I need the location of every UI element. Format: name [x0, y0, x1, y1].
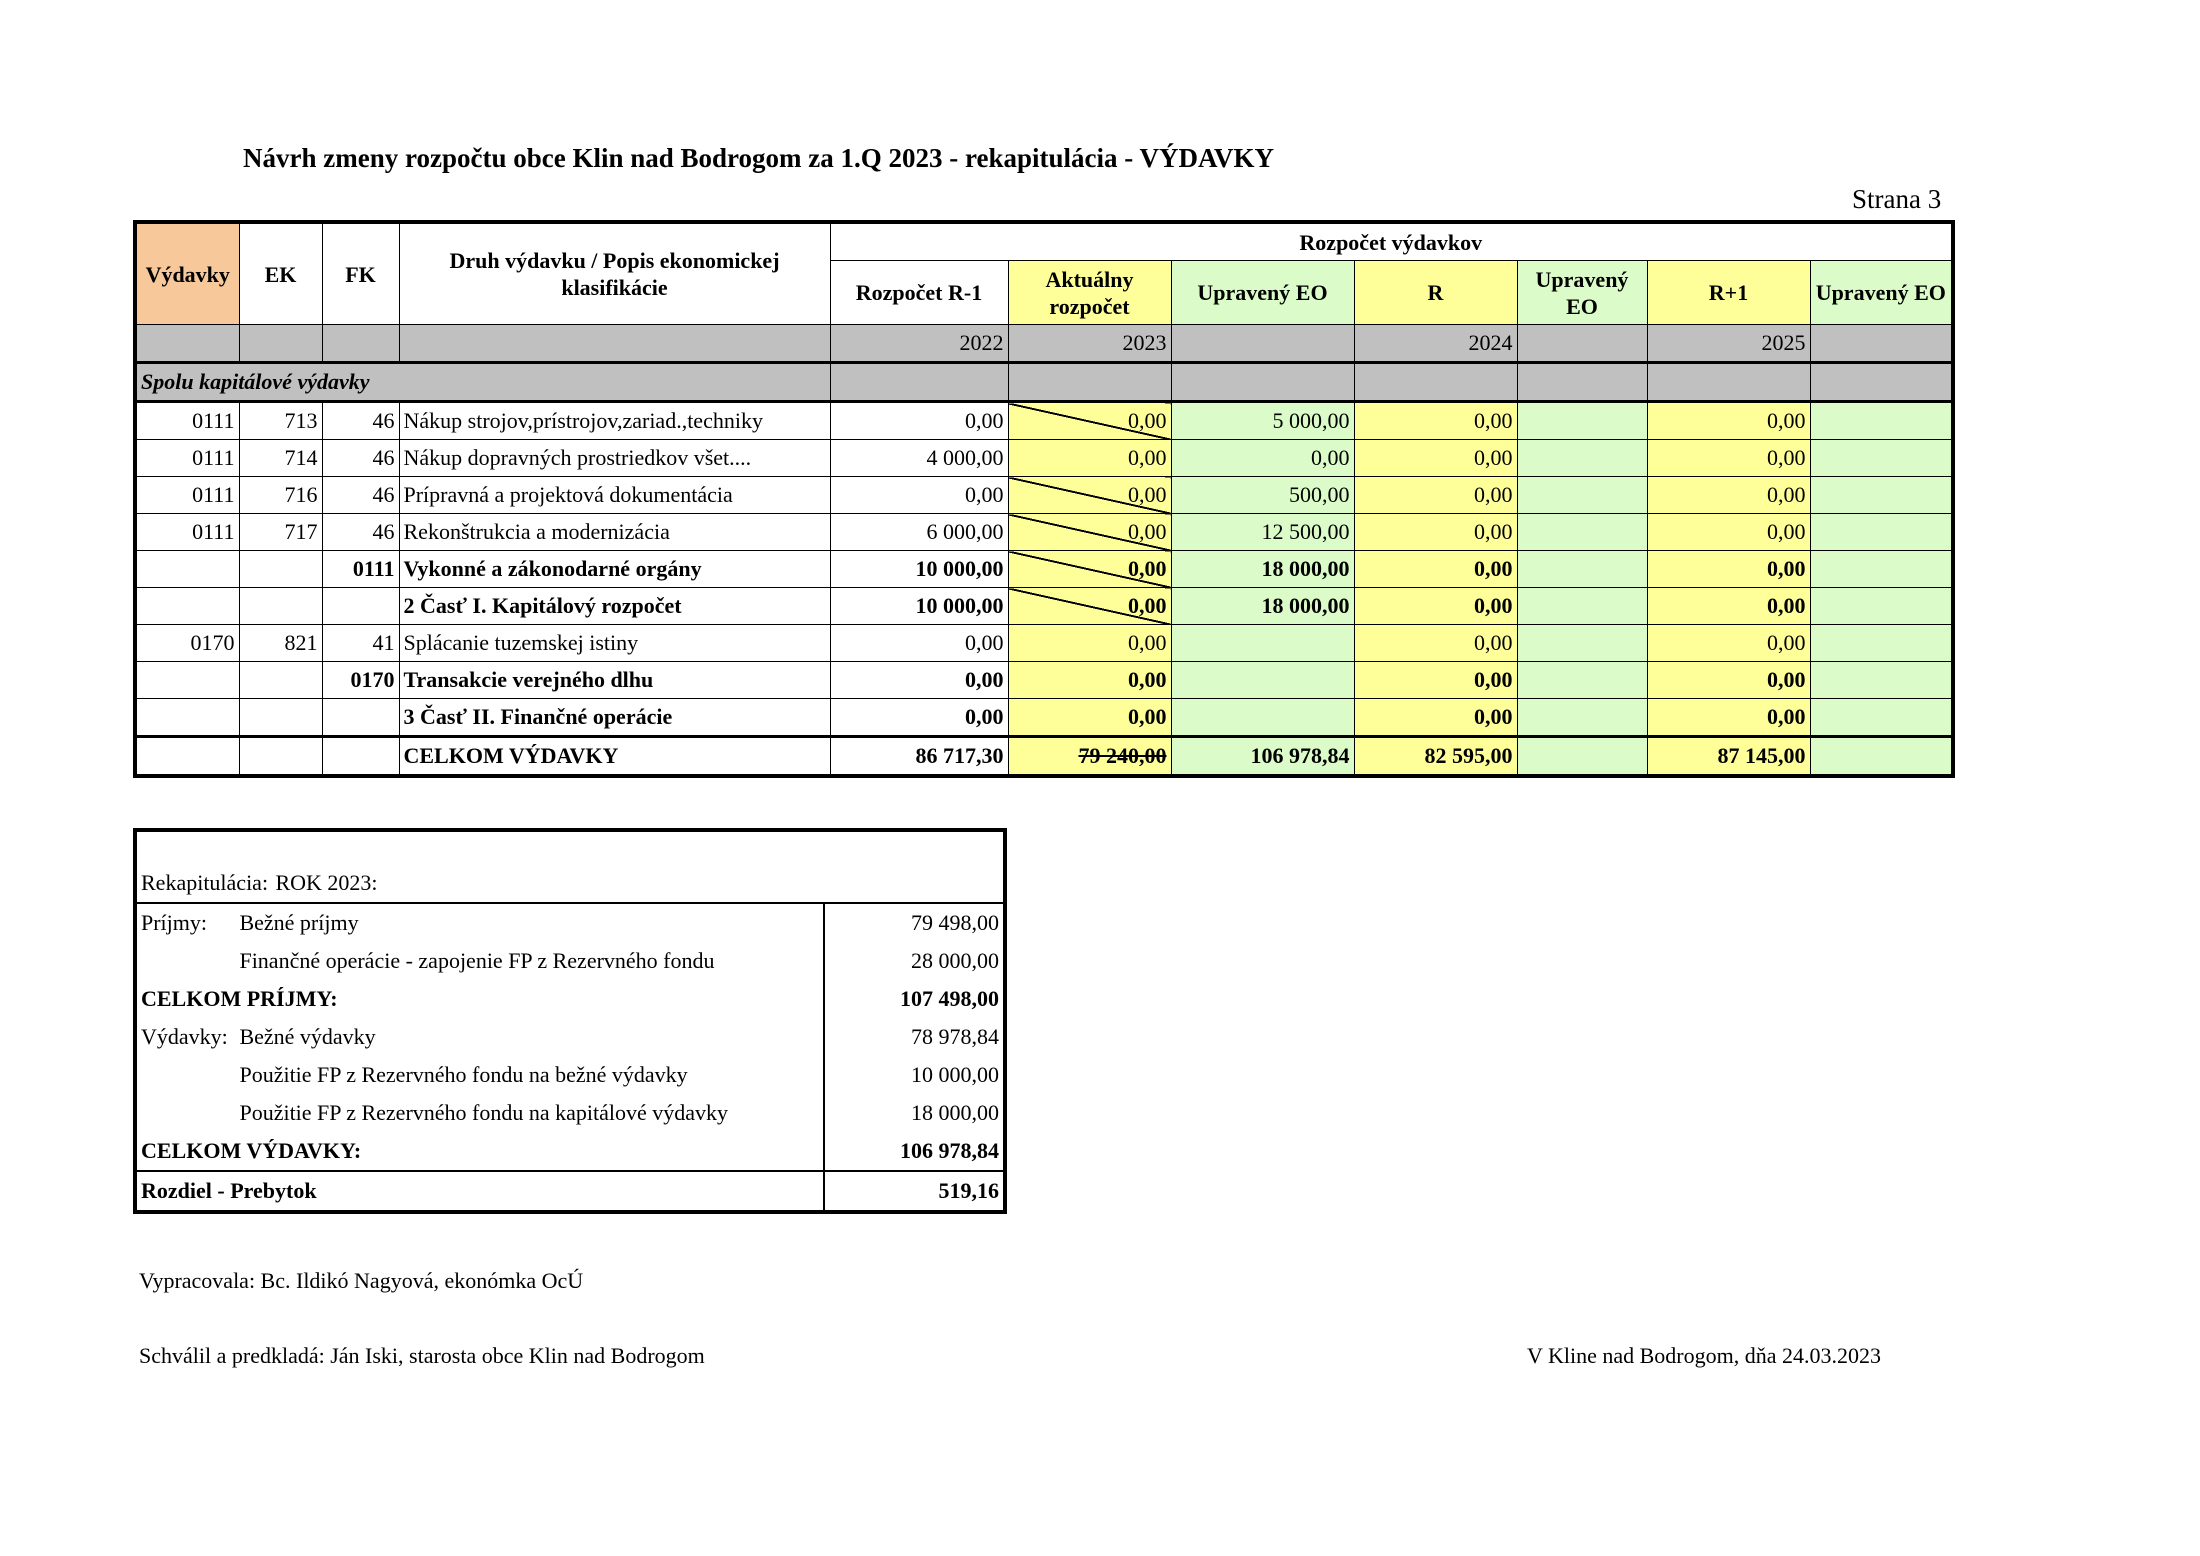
header-vydavky: Výdavky	[135, 222, 239, 325]
cell-r-minus-1: 0,00	[830, 477, 1008, 514]
cell-r: 0,00	[1354, 551, 1517, 588]
footer-prepared: Vypracovala: Bc. Ildikó Nagyová, ekonómka OcÚ	[139, 1268, 584, 1293]
cell-r-minus-1: 0,00	[830, 662, 1008, 699]
cell-upraveny-eo-3	[1810, 625, 1953, 662]
cell-upraveny-eo-1	[1171, 662, 1354, 699]
recap-rozdiel-value: 519,16	[824, 1171, 1005, 1212]
cell-aktualny: 0,00	[1008, 588, 1171, 625]
cell-r-plus-1: 0,00	[1647, 514, 1810, 551]
cell-r: 82 595,00	[1354, 737, 1517, 777]
header-upraveny-eo-3: Upravený EO	[1810, 261, 1953, 325]
cell-upraveny-eo-1: 500,00	[1171, 477, 1354, 514]
cell-r: 0,00	[1354, 440, 1517, 477]
header-r-minus-1: Rozpočet R-1	[830, 261, 1008, 325]
cell-upraveny-eo-3	[1810, 514, 1953, 551]
cell-fk: 46	[322, 402, 399, 440]
cell-vydavky: 0170	[135, 625, 239, 662]
cell-upraveny-eo-1: 106 978,84	[1171, 737, 1354, 777]
recap-fp-bezne-value: 10 000,00	[824, 1056, 1005, 1094]
cell-vydavky: 0111	[135, 402, 239, 440]
cell-description: Splácanie tuzemskej istiny	[399, 625, 830, 662]
table-row	[135, 737, 1953, 777]
recap-table	[133, 828, 1007, 1214]
cell-vydavky	[135, 588, 239, 625]
recap-fp-kap-value: 18 000,00	[824, 1094, 1005, 1132]
header-ek: EK	[239, 222, 322, 325]
recap-rozdiel: Rozdiel - Prebytok	[135, 1171, 824, 1212]
cell-r-minus-1: 0,00	[830, 402, 1008, 440]
cell-vydavky: 0111	[135, 514, 239, 551]
cell-upraveny-eo-2	[1517, 662, 1647, 699]
footer-place-date: V Kline nad Bodrogom, dňa 24.03.2023	[1527, 1343, 1882, 1368]
table-row	[135, 551, 1953, 588]
cell-upraveny-eo-3	[1810, 699, 1953, 737]
cell-aktualny: 0,00	[1008, 477, 1171, 514]
cell-vydavky	[135, 551, 239, 588]
year-r: 2024	[1354, 325, 1517, 363]
cell-upraveny-eo-2	[1517, 440, 1647, 477]
cell-fk: 46	[322, 477, 399, 514]
cell-upraveny-eo-2	[1517, 551, 1647, 588]
table-row	[135, 699, 1953, 737]
page-number: Strana 3	[1852, 184, 1942, 214]
header-druh: Druh výdavku / Popis ekonomickej klasifikácie	[399, 222, 830, 325]
cell-upraveny-eo-3	[1810, 551, 1953, 588]
cell-aktualny: 0,00	[1008, 514, 1171, 551]
year-aktualny: 2023	[1008, 325, 1171, 363]
recap-year: ROK 2023:	[275, 870, 378, 895]
cell-r-plus-1: 87 145,00	[1647, 737, 1810, 777]
cell-upraveny-eo-3	[1810, 737, 1953, 777]
cell-r: 0,00	[1354, 514, 1517, 551]
cell-ek	[239, 662, 322, 699]
cell-r: 0,00	[1354, 402, 1517, 440]
cell-r-minus-1: 6 000,00	[830, 514, 1008, 551]
cell-ek	[239, 588, 322, 625]
cell-r-plus-1: 0,00	[1647, 662, 1810, 699]
cell-vydavky: 0111	[135, 440, 239, 477]
cell-r-minus-1: 10 000,00	[830, 551, 1008, 588]
cell-upraveny-eo-2	[1517, 588, 1647, 625]
cell-description: Transakcie verejného dlhu	[399, 662, 830, 699]
header-r-plus-1: R+1	[1647, 261, 1810, 325]
recap-fin-op-value: 28 000,00	[824, 942, 1005, 980]
recap-label: Rekapitulácia:	[141, 870, 269, 895]
cell-ek	[239, 699, 322, 737]
recap-celkom-prijmy: CELKOM PRÍJMY:	[141, 986, 338, 1011]
cell-upraveny-eo-3	[1810, 402, 1953, 440]
table-row	[135, 625, 1953, 662]
cell-description: 2 Časť I. Kapitálový rozpočet	[399, 588, 830, 625]
cell-r-minus-1: 4 000,00	[830, 440, 1008, 477]
section-row	[135, 363, 1953, 402]
cell-fk	[322, 699, 399, 737]
cell-aktualny: 0,00	[1008, 699, 1171, 737]
cell-aktualny: 0,00	[1008, 625, 1171, 662]
cell-upraveny-eo-2	[1517, 477, 1647, 514]
year-r-plus-1: 2025	[1647, 325, 1810, 363]
cell-upraveny-eo-3	[1810, 440, 1953, 477]
header-group: Rozpočet výdavkov	[830, 222, 1953, 261]
document-title: Návrh zmeny rozpočtu obce Klin nad Bodrogom za 1.Q 2023 - rekapitulácia - VÝDAVKY	[243, 143, 1275, 173]
header-upraveny-eo-2: Upravený EO	[1517, 261, 1647, 325]
cell-vydavky	[135, 737, 239, 777]
cell-vydavky	[135, 699, 239, 737]
cell-description: Prípravná a projektová dokumentácia	[399, 477, 830, 514]
cell-upraveny-eo-2	[1517, 514, 1647, 551]
recap-bezne-prijmy-value: 79 498,00	[824, 903, 1005, 942]
cell-description: Nákup strojov,prístrojov,zariad.,techniky	[399, 402, 830, 440]
cell-upraveny-eo-2	[1517, 625, 1647, 662]
recap-bezne-prijmy: Bežné príjmy	[235, 903, 824, 942]
recap-celkom-vydavky: CELKOM VÝDAVKY:	[141, 1138, 362, 1163]
cell-r: 0,00	[1354, 588, 1517, 625]
cell-description: CELKOM VÝDAVKY	[399, 737, 830, 777]
cell-upraveny-eo-1	[1171, 699, 1354, 737]
table-row	[135, 514, 1953, 551]
cell-upraveny-eo-1: 0,00	[1171, 440, 1354, 477]
cell-upraveny-eo-2	[1517, 402, 1647, 440]
cell-ek: 716	[239, 477, 322, 514]
expenditure-table	[133, 220, 1955, 778]
cell-fk: 0170	[322, 662, 399, 699]
cell-aktualny: 0,00	[1008, 402, 1171, 440]
cell-description: Rekonštrukcia a modernizácia	[399, 514, 830, 551]
cell-r: 0,00	[1354, 477, 1517, 514]
table-row	[135, 588, 1953, 625]
cell-aktualny: 0,00	[1008, 662, 1171, 699]
cell-ek: 821	[239, 625, 322, 662]
section-label: Spolu kapitálové výdavky	[135, 363, 830, 402]
cell-fk: 46	[322, 514, 399, 551]
table-row	[135, 402, 1953, 440]
cell-r-minus-1: 86 717,30	[830, 737, 1008, 777]
table-row	[135, 477, 1953, 514]
recap-bezne-vydavky-value: 78 978,84	[824, 1018, 1005, 1056]
cell-r-plus-1: 0,00	[1647, 625, 1810, 662]
cell-ek	[239, 737, 322, 777]
cell-description: Vykonné a zákonodarné orgány	[399, 551, 830, 588]
cell-r-plus-1: 0,00	[1647, 477, 1810, 514]
cell-fk: 0111	[322, 551, 399, 588]
recap-prijmy-label: Príjmy:	[135, 903, 235, 942]
recap-bezne-vydavky: Bežné výdavky	[239, 1024, 376, 1049]
cell-r-plus-1: 0,00	[1647, 588, 1810, 625]
cell-r-minus-1: 0,00	[830, 625, 1008, 662]
cell-fk: 46	[322, 440, 399, 477]
cell-ek	[239, 551, 322, 588]
recap-fp-kap: Použitie FP z Rezervného fondu na kapitálové výdavky	[239, 1100, 729, 1125]
cell-r-plus-1: 0,00	[1647, 551, 1810, 588]
cell-r-plus-1: 0,00	[1647, 699, 1810, 737]
cell-description: 3 Časť II. Finančné operácie	[399, 699, 830, 737]
cell-r: 0,00	[1354, 625, 1517, 662]
cell-aktualny: 0,00	[1008, 440, 1171, 477]
cell-upraveny-eo-3	[1810, 588, 1953, 625]
cell-r-plus-1: 0,00	[1647, 402, 1810, 440]
cell-upraveny-eo-1: 12 500,00	[1171, 514, 1354, 551]
table-row	[135, 662, 1953, 699]
cell-ek: 713	[239, 402, 322, 440]
cell-upraveny-eo-1: 18 000,00	[1171, 588, 1354, 625]
cell-aktualny: 79 240,00	[1008, 737, 1171, 777]
header-upraveny-eo-1: Upravený EO	[1171, 261, 1354, 325]
cell-description: Nákup dopravných prostriedkov všet....	[399, 440, 830, 477]
cell-upraveny-eo-1: 18 000,00	[1171, 551, 1354, 588]
cell-upraveny-eo-2	[1517, 737, 1647, 777]
cell-fk	[322, 588, 399, 625]
recap-celkom-prijmy-value: 107 498,00	[824, 980, 1005, 1018]
recap-vydavky-label: Výdavky:	[141, 1024, 228, 1049]
cell-r: 0,00	[1354, 699, 1517, 737]
cell-r-minus-1: 10 000,00	[830, 588, 1008, 625]
cell-r-plus-1: 0,00	[1647, 440, 1810, 477]
cell-fk	[322, 737, 399, 777]
recap-fin-op: Finančné operácie - zapojenie FP z Rezervného fondu	[239, 948, 715, 973]
cell-fk: 41	[322, 625, 399, 662]
cell-upraveny-eo-3	[1810, 477, 1953, 514]
recap-celkom-vydavky-value: 106 978,84	[824, 1132, 1005, 1171]
cell-upraveny-eo-3	[1810, 662, 1953, 699]
cell-r: 0,00	[1354, 662, 1517, 699]
table-row	[135, 440, 1953, 477]
year-r-minus-1: 2022	[830, 325, 1008, 363]
cell-ek: 717	[239, 514, 322, 551]
table-body	[135, 402, 1953, 777]
footer-approved: Schválil a predkladá: Ján Iski, starosta obce Klin nad Bodrogom	[139, 1343, 705, 1368]
cell-r-minus-1: 0,00	[830, 699, 1008, 737]
header-aktualny: Aktuálny rozpočet	[1008, 261, 1171, 325]
cell-vydavky	[135, 662, 239, 699]
cell-upraveny-eo-1: 5 000,00	[1171, 402, 1354, 440]
cell-vydavky: 0111	[135, 477, 239, 514]
header-r: R	[1354, 261, 1517, 325]
cell-upraveny-eo-1	[1171, 625, 1354, 662]
cell-aktualny: 0,00	[1008, 551, 1171, 588]
year-row	[135, 325, 1953, 363]
cell-upraveny-eo-2	[1517, 699, 1647, 737]
cell-ek: 714	[239, 440, 322, 477]
recap-fp-bezne: Použitie FP z Rezervného fondu na bežné výdavky	[239, 1062, 688, 1087]
header-fk: FK	[322, 222, 399, 325]
